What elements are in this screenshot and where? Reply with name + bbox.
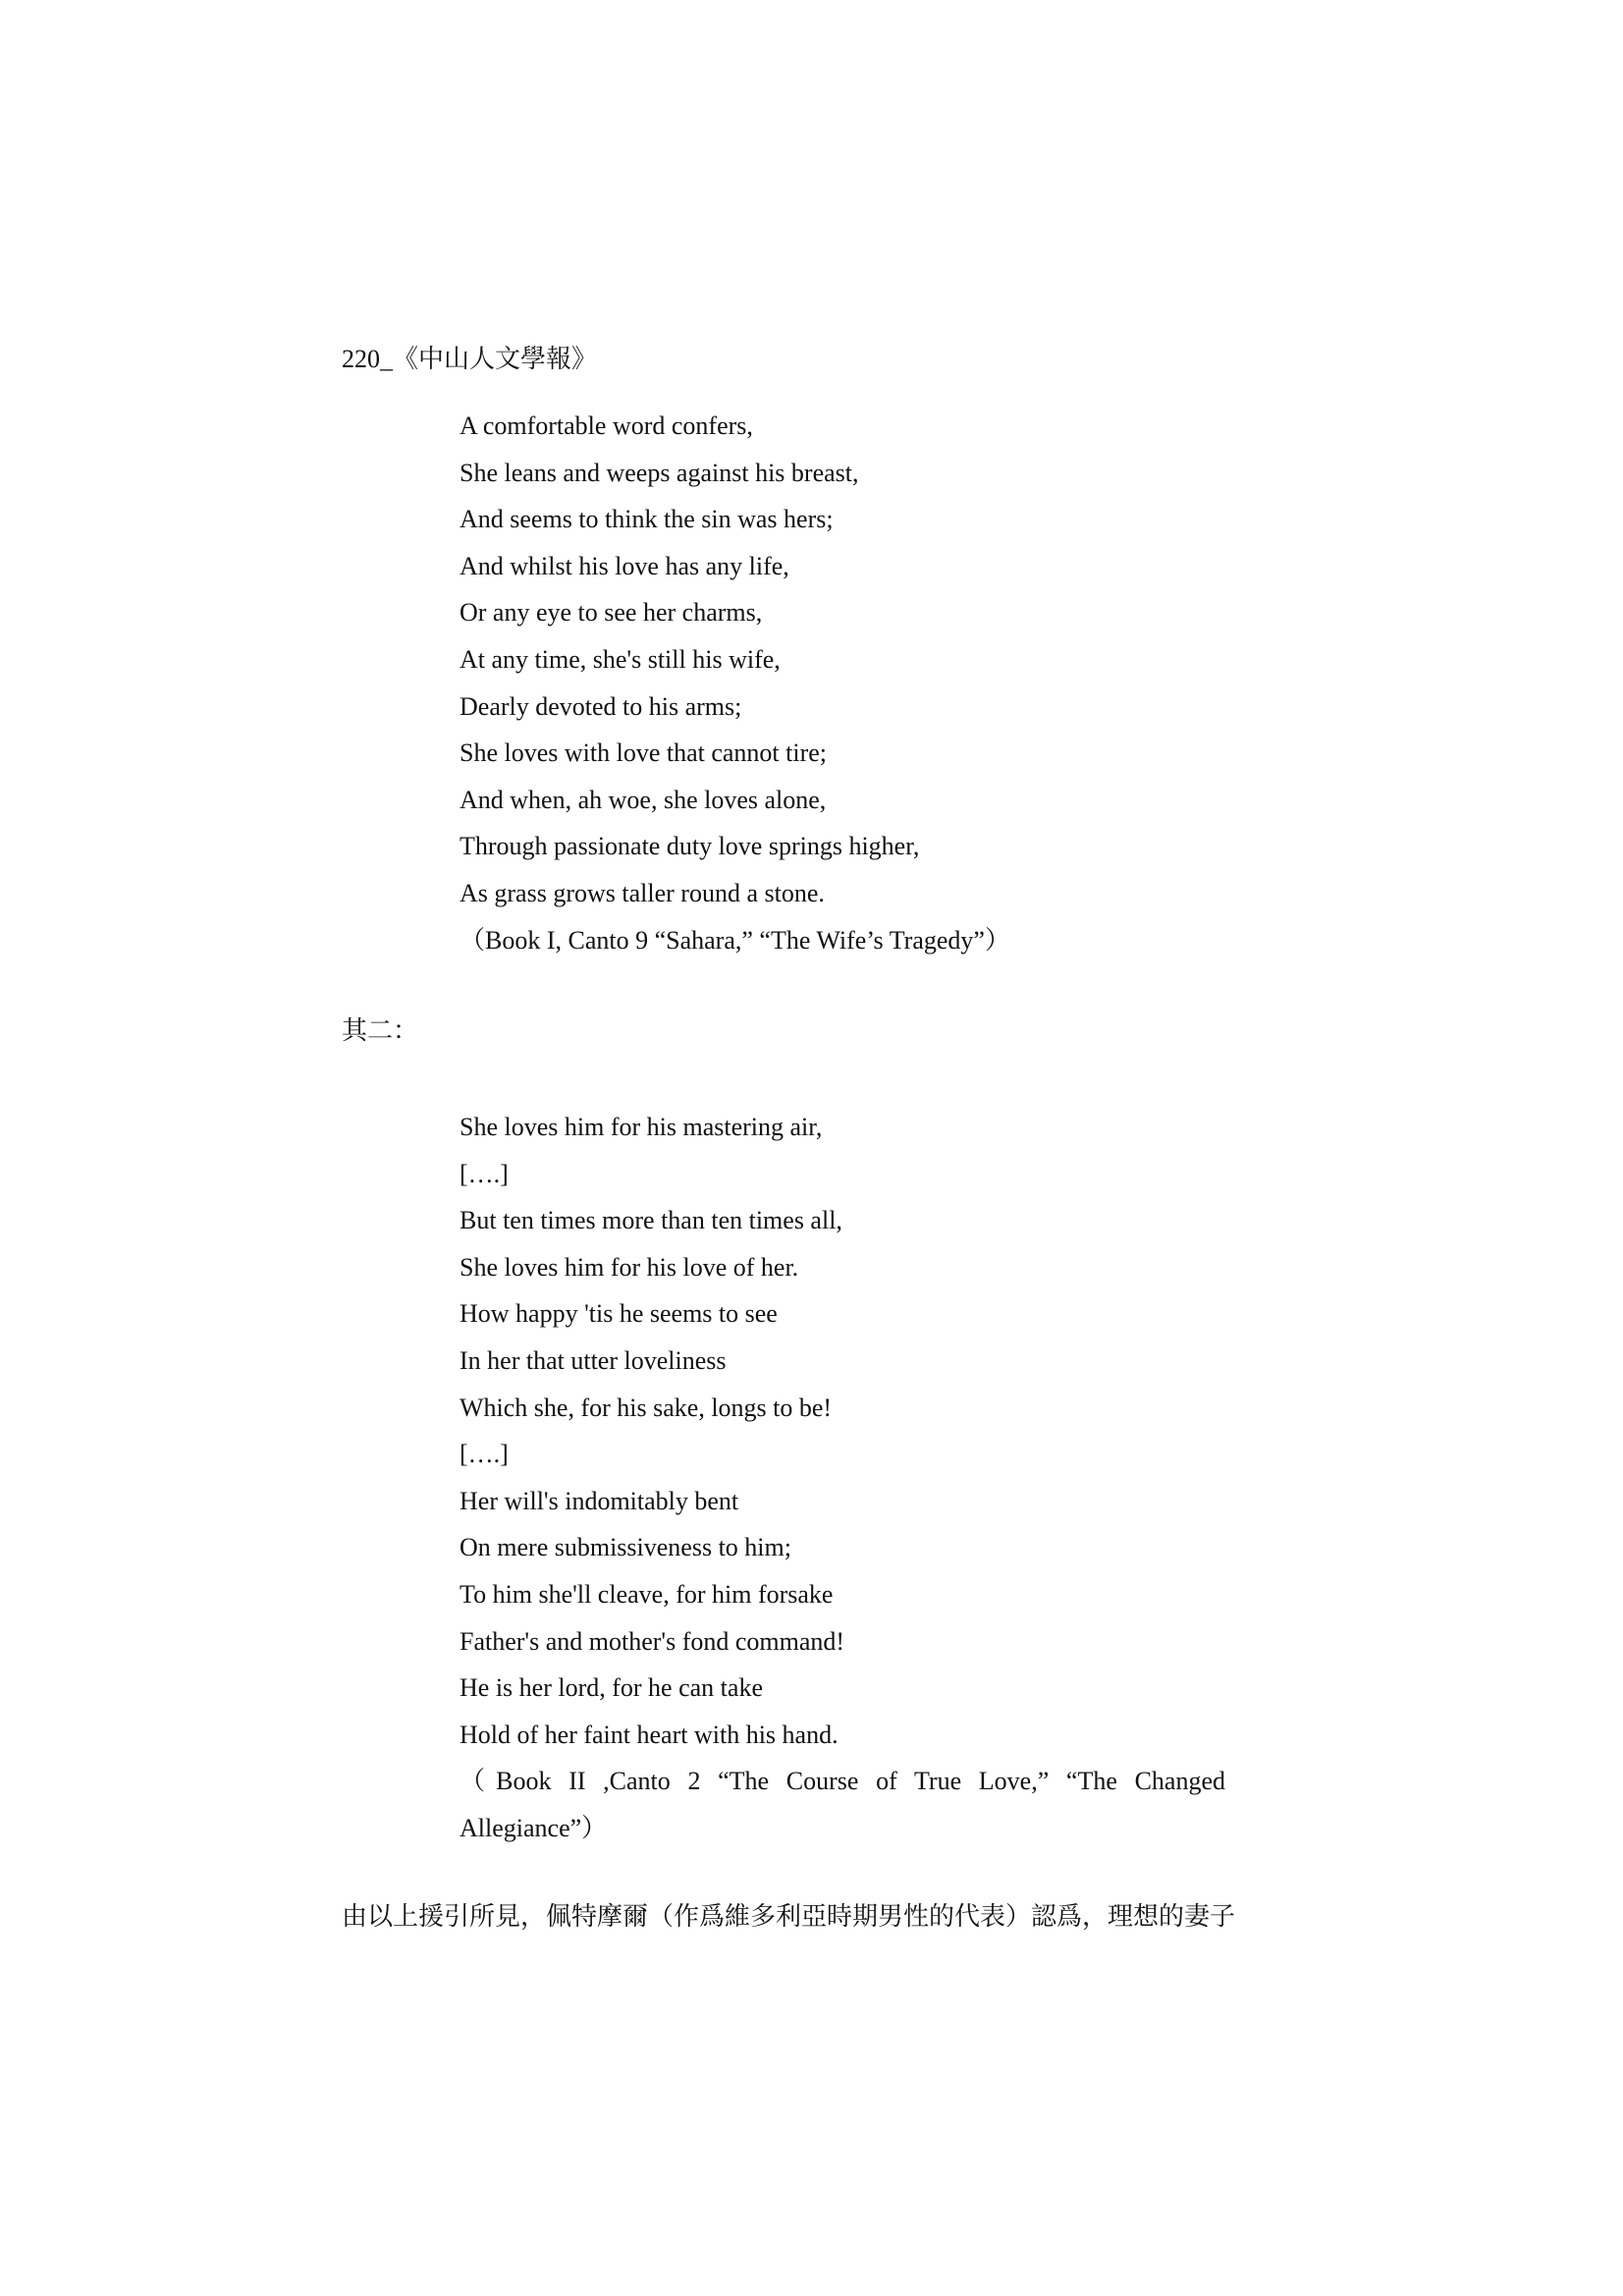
section-label: 其二：	[342, 1016, 419, 1045]
poem-excerpt-2	[460, 1104, 1225, 1852]
poem-line: A comfortable word confers,	[460, 411, 753, 440]
poem-line: But ten times more than ten times all,	[460, 1206, 842, 1235]
poem-citation-line-1: （Book II ,Canto 2 “The Course of True Love,” “The Changed	[460, 1767, 1225, 1796]
poem-line: To him she'll cleave, for him forsake	[460, 1579, 834, 1609]
running-head: 220_《中山人文學報》	[342, 345, 598, 373]
poem-line: She loves with love that cannot tire;	[460, 738, 828, 768]
poem-line: And when, ah woe, she loves alone,	[460, 785, 827, 814]
poem-line: He is her lord, for he can take	[460, 1673, 763, 1703]
poem-line: As grass grows taller round a stone.	[460, 878, 825, 907]
poem-line: Hold of her faint heart with his hand.	[460, 1720, 839, 1749]
poem-line: [….]	[460, 1440, 509, 1469]
poem-line: Or any eye to see her charms,	[460, 598, 763, 628]
poem-line: Her will's indomitably bent	[460, 1486, 739, 1515]
poem-line: She loves him for his love of her.	[460, 1252, 799, 1282]
body-paragraph: 由以上援引所見，佩特摩爾（作爲維多利亞時期男性的代表）認爲，理想的妻子	[342, 1902, 1236, 1931]
poem-line: And whilst his love has any life,	[460, 551, 789, 580]
poem-line: Father's and mother's fond command!	[460, 1626, 845, 1656]
poem-line: Through passionate duty love springs higher,	[460, 832, 920, 861]
poem-citation: （Book I, Canto 9 “Sahara,” “The Wife’s Tragedy”）	[460, 925, 1010, 955]
poem-citation-line-2: Allegiance”）	[460, 1813, 608, 1842]
poem-line: Dearly devoted to his arms;	[460, 691, 742, 721]
poem-line: Which she, for his sake, longs to be!	[460, 1393, 833, 1422]
poem-line: At any time, she's still his wife,	[460, 644, 781, 674]
poem-line: How happy 'tis he seems to see	[460, 1299, 778, 1329]
poem-line: In her that utter loveliness	[460, 1345, 727, 1375]
poem-citation	[460, 1758, 1225, 1851]
poem-line: [….]	[460, 1159, 509, 1188]
poem-line: On mere submissiveness to him;	[460, 1533, 791, 1562]
poem-excerpt-1	[460, 403, 1225, 963]
poem-line: She leans and weeps against his breast,	[460, 458, 859, 487]
poem-line: She loves him for his mastering air,	[460, 1113, 823, 1141]
poem-line: And seems to think the sin was hers;	[460, 505, 834, 534]
